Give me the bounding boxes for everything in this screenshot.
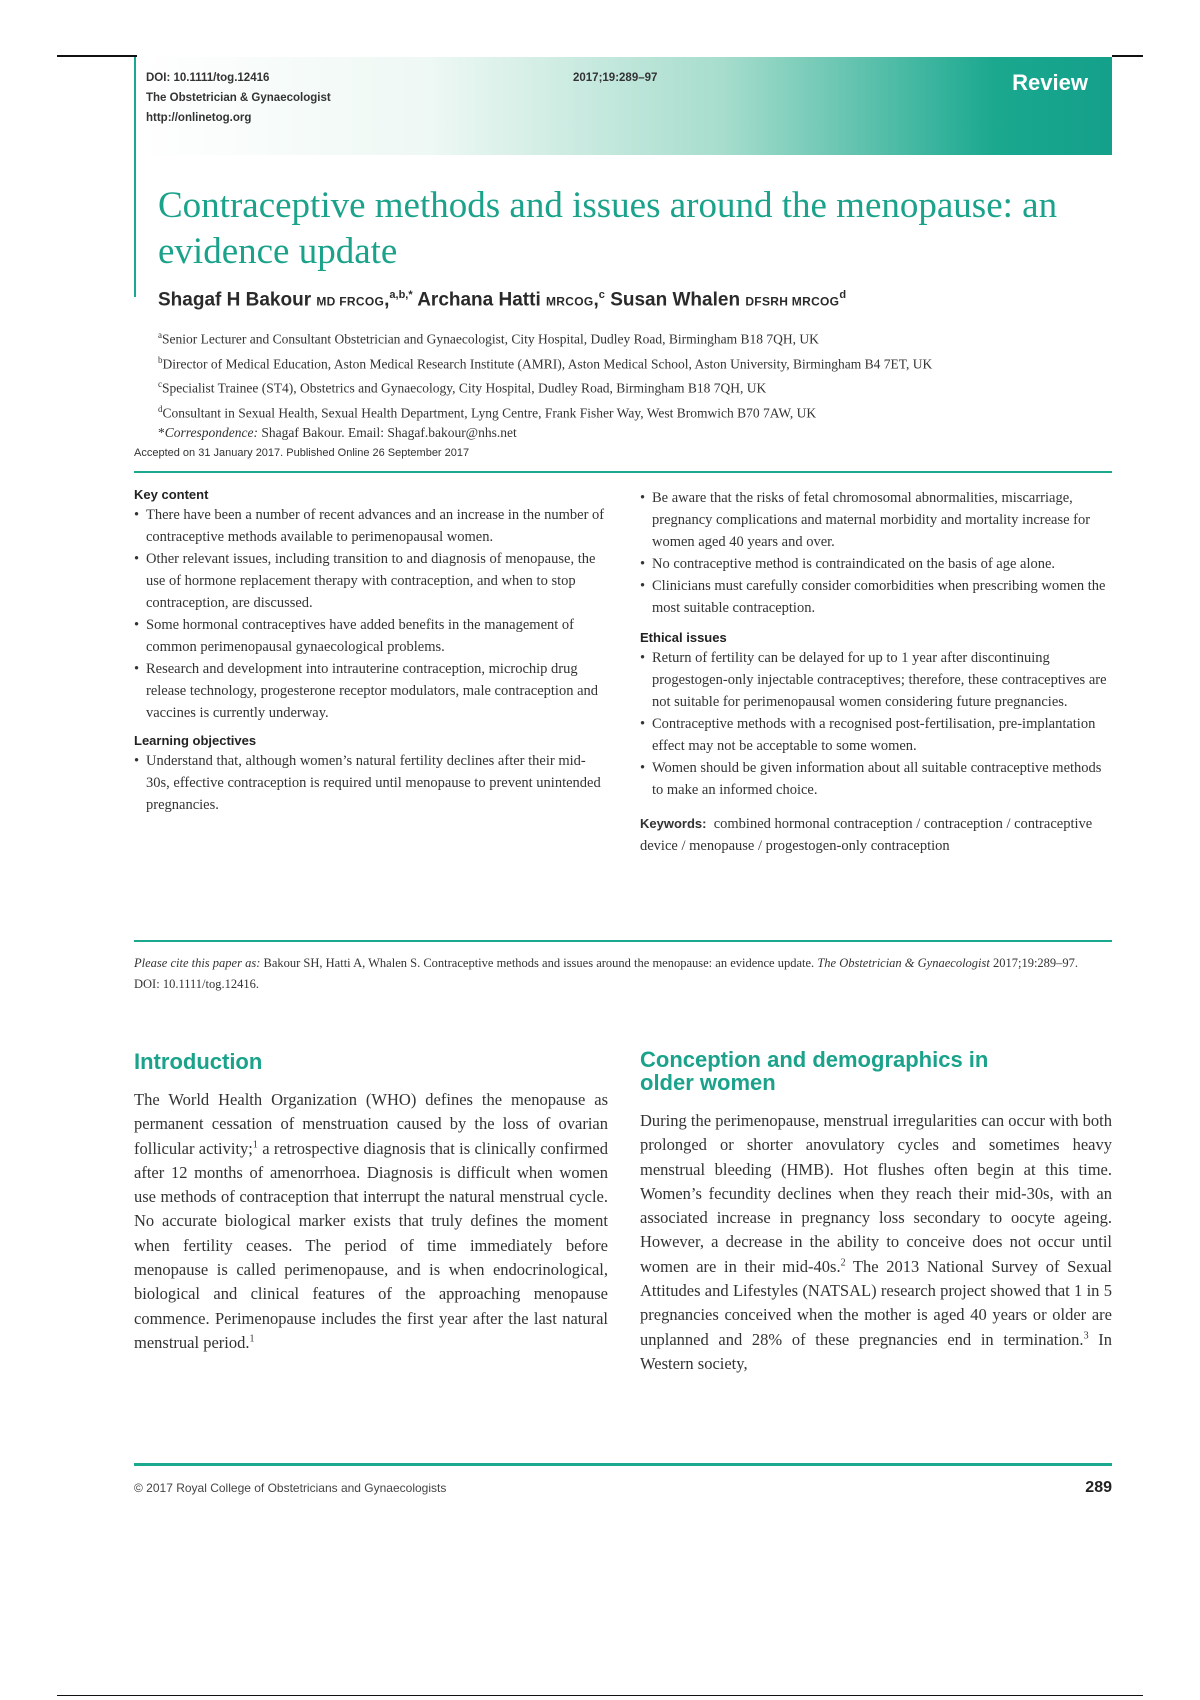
conception-section (640, 1048, 1112, 1376)
introduction-paragraph: The World Health Organization (WHO) defines the menopause as permanent cessation of menstruation caused by the loss of ovarian follicular activity;$^1$ a retrospective diagnosis that is clinically confirmed after 12 months of amenorrhoea. Diagnosis is difficult when women use methods of contraception that interrupt the natural menstrual cycle. No accurate biological marker exists that truly defines the moment when fertility ceases. The period of time immediately before menopause is called perimenopause, and is when endocrinological, biological and clinical features of the approaching menopause commence. Perimenopause includes the first year after the last natural menstrual period.$^1$ (134, 1090, 608, 1352)
keywords: Keywords: combined hormonal contraception / contraception / contraceptive device / menopause / progestogen-only contraception (640, 816, 1093, 854)
key-content-list (134, 504, 608, 724)
top-rule-right (1112, 55, 1143, 57)
list-item: • Research and development into intrauterine contraception, microchip drug release technology, progesterone receptor modulators, male contraception and vaccines is currently underway. (134, 658, 608, 724)
journal-url[interactable]: http://onlinetog.org (146, 112, 252, 124)
introduction-section (134, 1050, 608, 1355)
article-type-label: Review (1012, 70, 1088, 95)
author-degrees: DFSRH MRCOG (745, 294, 840, 309)
accepted-date: Accepted on 31 January 2017. Published Online 26 September 2017 (134, 447, 470, 459)
author-degrees: MRCOG (546, 294, 594, 309)
author-list: Shagaf H Bakour MD FRCOG,$^{a,b,*}$ Archana Hatti MRCOG,$^c$ Susan Whalen DFSRH MRCOG$^d$ (158, 289, 847, 311)
list-item: • Return of fertility can be delayed for up to 1 year after discontinuing progestogen-only injectable contraceptives; therefore, these contraceptives are not suitable for perimenopausal women considering future pregnancies. (640, 647, 1114, 713)
conception-paragraph: During the perimenopause, menstrual irregularities can occur with both prolonged or shorter anovulatory cycles and sometimes heavy menstrual bleeding (HMB). Hot flushes often begin at this time. Women’s fecundity declines when they reach their mid-30s, with an associated increase in pregnancy loss secondary to oocyte ageing. However, a decrease in the ability to conceive does not occur until women are in their mid-40s.$^2$ The 2013 National Survey of Sexual Attitudes and Lifestyles (NATSAL) research project showed that 1 in 5 pregnancies conceived when the mother is aged 40 years or older are unplanned and 28% of these pregnancies end in termination.$^3$ In Western society, (640, 1111, 1112, 1373)
page-number: 289 (1085, 1479, 1112, 1496)
footer-copyright: © 2017 Royal College of Obstetricians and Gynaecologists (134, 1481, 447, 1495)
affiliation: $^c$Specialist Trainee (ST4), Obstetrics and Gynaecology, City Hospital, Dudley Road, Birmingham B18 7QH, UK (158, 379, 767, 396)
list-item: • Other relevant issues, including transition to and diagnosis of menopause, the use of hormone replacement therapy with contraception, and when to stop contraception, are discussed. (134, 548, 608, 614)
affiliation: $^d$Consultant in Sexual Health, Sexual Health Department, Lyng Centre, Frank Fisher Way, West Bromwich B70 7AW, UK (158, 403, 817, 420)
learning-objectives-list-cont (640, 487, 1114, 619)
bottom-rule (57, 1695, 1143, 1696)
list-item: • Women should be given information about all suitable contraceptive methods to make an informed choice. (640, 757, 1114, 801)
doi[interactable]: DOI: 10.1111/tog.12416 (146, 72, 270, 84)
footer-rule (134, 1463, 1112, 1466)
correspondence-email[interactable]: Shagaf Bakour. Email: Shagaf.bakour@nhs.net (261, 425, 517, 440)
article-title: Contraceptive methods and issues around the menopause: an evidence update (158, 185, 1058, 272)
key-content-box-right (640, 487, 1114, 857)
learning-objectives-list (134, 750, 608, 816)
conception-heading: Conception and demographics in older women (640, 1047, 989, 1095)
cite-as: Please cite this paper as: Bakour SH, Hatti A, Whalen S. Contraceptive methods and issues around the menopause: an evidence update. The Obstetrician & Gynaecologist 2017;19:289–97. DOI: 10.1111/tog.12416. (134, 956, 1079, 991)
key-content-heading: Key content (134, 487, 209, 502)
author-sup: c (598, 289, 605, 301)
author-name: Shagaf H Bakour (158, 289, 312, 311)
correspondence: *Correspondence: Shagaf Bakour. Email: Shagaf.bakour@nhs.net (158, 425, 517, 440)
author-name: Archana Hatti (417, 289, 541, 311)
list-item: • There have been a number of recent advances and an increase in the number of contraceptive methods available to perimenopausal women. (134, 504, 608, 548)
author-sup: d (839, 289, 847, 301)
ethical-issues-list (640, 647, 1114, 801)
introduction-heading: Introduction (134, 1049, 263, 1074)
list-item: • Understand that, although women’s natural fertility declines after their mid-30s, effective contraception is required until menopause to prevent unintended pregnancies. (134, 750, 608, 816)
author-sup: a,b,* (389, 289, 413, 301)
header-citation: 2017;19:289–97 (573, 72, 658, 84)
affiliation: $^a$Senior Lecturer and Consultant Obstetrician and Gynaecologist, City Hospital, Dudley Road, Birmingham B18 7QH, UK (158, 330, 819, 347)
learning-objectives-heading: Learning objectives (134, 733, 257, 748)
journal-name: The Obstetrician & Gynaecologist (146, 92, 331, 104)
list-item: • No contraceptive method is contraindicated on the basis of age alone. (640, 553, 1114, 575)
key-content-box (134, 487, 608, 816)
author-name: Susan Whalen (610, 289, 741, 311)
left-accent-bar (134, 57, 136, 297)
affiliations (158, 325, 932, 443)
header-meta (146, 68, 331, 128)
ethical-issues-heading: Ethical issues (640, 630, 727, 645)
list-item: • Contraceptive methods with a recognised post-fertilisation, pre-implantation effect may not be acceptable to some women. (640, 713, 1114, 757)
box-bottom-rule (134, 940, 1112, 942)
list-item: • Be aware that the risks of fetal chromosomal abnormalities, miscarriage, pregnancy complications and maternal morbidity and mortality increase for women aged 40 years and over. (640, 487, 1114, 553)
top-rule-left (57, 55, 137, 57)
author-degrees: MD FRCOG (316, 294, 385, 309)
list-item: • Clinicians must carefully consider comorbidities when prescribing women the most suitable contraception. (640, 575, 1114, 619)
list-item: • Some hormonal contraceptives have added benefits in the management of common perimenopausal gynaecological problems. (134, 614, 608, 658)
box-top-rule (134, 471, 1112, 473)
affiliation: $^b$Director of Medical Education, Aston Medical Research Institute (AMRI), Aston Medical School, Aston University, Birmingham B4 7ET, UK (158, 354, 933, 371)
